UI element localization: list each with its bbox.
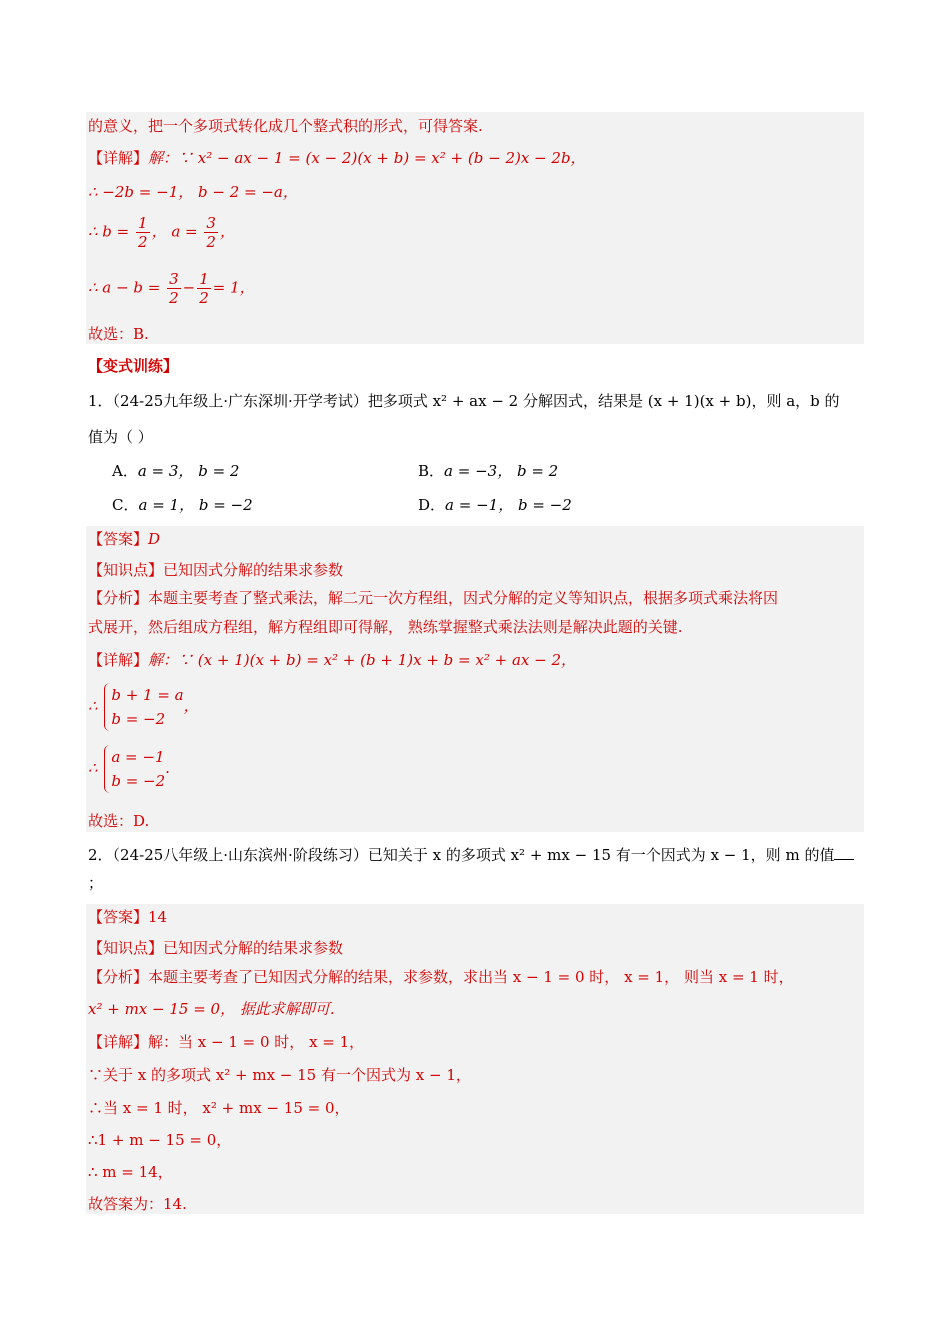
q2-detail: 【详解】解：当 x − 1 = 0 时， x = 1， — [88, 1033, 365, 1051]
q1-system-2: ∴ a = −1 b = −2 . — [88, 745, 170, 793]
q2-step-1: ∵关于 x 的多项式 x² + mx − 15 有一个因式为 x − 1， — [88, 1066, 471, 1084]
answer-blank[interactable] — [834, 859, 854, 860]
q1-final: 故选：D. — [88, 812, 150, 830]
q2-final: 故答案为：14. — [88, 1195, 187, 1213]
step-2-prefix: ∴ b = — [88, 222, 130, 241]
fraction-half: $\frac{1}{2}$ — [138, 214, 148, 251]
intro-text: 的意义，把一个多项式转化成几个整式积的形式，可得答案. — [88, 117, 483, 135]
option-c[interactable]: C．a = 1， b = −2 — [112, 496, 253, 514]
section-title: 【变式训练】 — [88, 357, 179, 375]
detail-text: 解：∵ x² − ax − 1 = (x − 2)(x + b) = x² + (b − 2)x − 2b， — [148, 149, 586, 167]
step-2: ∴ b = $\frac{1}{2}$ ， a = $\frac{3}{2}$ ， — [88, 214, 235, 251]
q1-analysis: 【分析】本题主要考查了整式乘法，解二元一次方程组，因式分解的定义等知识点，根据多项式乘法将因 — [88, 589, 779, 607]
step-3-prefix: ∴ a − b = — [88, 278, 161, 297]
step-1: ∴ −2b = −1， b − 2 = −a， — [88, 183, 298, 201]
q1-analysis-2: 式展开，然后组成方程组，解方程组即可得解， 熟练掌握整式乘法法则是解决此题的关键. — [88, 618, 683, 636]
q2-analysis-2: x² + mx − 15 = 0， 据此求解即可. — [88, 1000, 335, 1018]
q2-step-2: ∴当 x = 1 时， x² + mx − 15 = 0， — [88, 1099, 350, 1117]
detail-label: 【详解】 — [88, 149, 149, 167]
q1-text-2: 值为（ ） — [88, 428, 153, 446]
q2-step-3: ∴1 + m − 15 = 0， — [88, 1131, 232, 1149]
option-b[interactable]: B．a = −3， b = 2 — [418, 462, 559, 480]
q1-knowledge-point: 【知识点】已知因式分解的结果求参数 — [88, 561, 344, 579]
q2-analysis: 【分析】本题主要考查了已知因式分解的结果，求参数，求出当 x − 1 = 0 时， x = 1， 则当 x = 1 时， — [88, 968, 794, 986]
q1-answer: 【答案】D — [88, 530, 161, 548]
q1-detail: 【详解】解：∵ (x + 1)(x + b) = x² + (b + 1)x + b = x² + ax − 2， — [88, 651, 576, 669]
step-3: ∴ a − b = $\frac{3}{2}$ − $\frac{1}{2}$ = 1， — [88, 270, 255, 307]
q2-text: 2．（24-25八年级上·山东滨州·阶段练习）已知关于 x 的多项式 x² + mx − 15 有一个因式为 x − 1，则 m 的值 — [88, 844, 854, 866]
step-2-mid: ， a = — [151, 222, 198, 241]
answer-1: 故选：B. — [88, 325, 149, 343]
fraction-three-halves: $\frac{3}{2}$ — [206, 214, 216, 251]
q1-system-1: ∴ b + 1 = a b = −2 ， — [88, 683, 199, 731]
q1-text: 1．（24-25九年级上·广东深圳·开学考试）把多项式 x² + ax − 2 分解因式，结果是 (x + 1)(x + b)，则 a，b 的 — [88, 392, 840, 410]
q2-step-4: ∴ m = 14， — [88, 1163, 173, 1181]
q2-semicolon: ； — [88, 874, 104, 892]
q2-knowledge-point: 【知识点】已知因式分解的结果求参数 — [88, 939, 344, 957]
option-d[interactable]: D．a = −1， b = −2 — [418, 496, 572, 514]
option-a[interactable]: A．a = 3， b = 2 — [112, 462, 240, 480]
q2-answer: 【答案】14 — [88, 908, 168, 926]
detail-line — [88, 147, 586, 169]
step-3-suffix: = 1， — [212, 278, 255, 297]
